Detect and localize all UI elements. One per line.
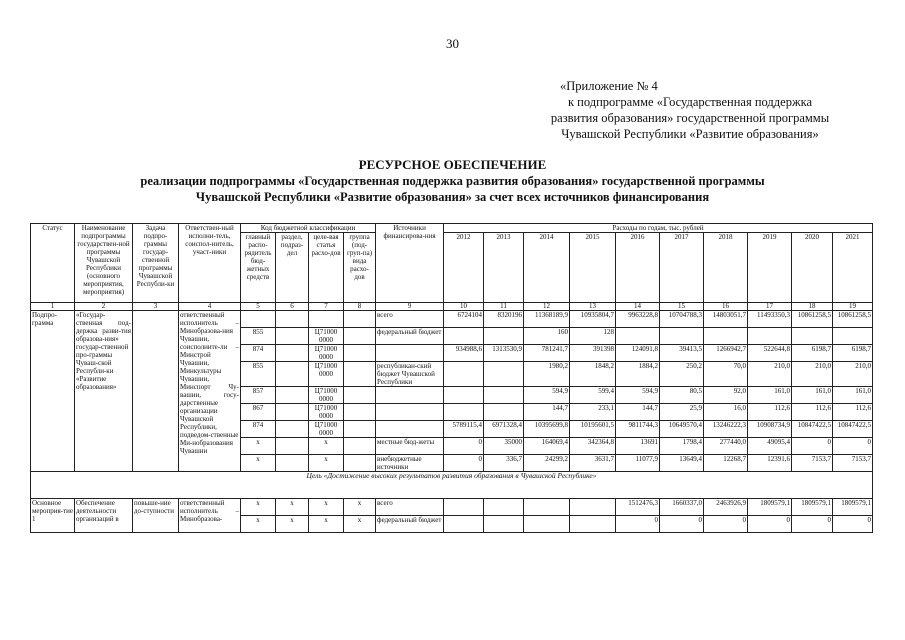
expense-value: 1313530,9	[484, 345, 524, 362]
expense-value: 144,7	[616, 404, 660, 421]
header-year: 2019	[748, 233, 792, 303]
column-number: 11	[484, 303, 524, 311]
expense-value	[484, 499, 524, 516]
column-number: 14	[616, 303, 660, 311]
expense-value: 9963228,8	[616, 311, 660, 328]
column-number: 10	[444, 303, 484, 311]
expense-value: 522644,8	[748, 345, 792, 362]
expense-value: 12391,6	[748, 455, 792, 472]
subprogram-name: «Государ-ственная под-держка разви-тия образова-ния» государ-ственной про-граммы Чуваш-ской Республи-ки «Развитие образования»	[75, 311, 133, 472]
expense-value: 0	[616, 516, 660, 533]
header-expenses: Расходы по годам, тыс. рублей	[444, 224, 873, 233]
appendix-line-2: к подпрограмме «Государственная поддержка	[567, 95, 813, 109]
budget-code-section	[276, 421, 309, 438]
expense-value	[484, 387, 524, 404]
header-task: Задача подпро-граммы государ-ственной программы Чувашской Республи-ки	[133, 224, 179, 303]
title-line-1: РЕСУРСНОЕ ОБЕСПЕЧЕНИЕ	[358, 157, 547, 172]
expense-value: 7153,7	[792, 455, 833, 472]
subprogram-status: Подпро-грамма	[31, 311, 75, 472]
expense-value: 210,0	[748, 362, 792, 387]
expense-value: 161,0	[792, 387, 833, 404]
budget-code-group	[344, 438, 376, 455]
expense-value: 10195601,5	[570, 421, 616, 438]
budget-code-group	[344, 421, 376, 438]
expense-value: 12268,7	[704, 455, 748, 472]
expense-value	[444, 404, 484, 421]
expense-value: 10395699,8	[524, 421, 570, 438]
header-year: 2014	[524, 233, 570, 303]
budget-code-target: x	[309, 516, 344, 533]
expense-value: 10847422,5	[792, 421, 833, 438]
resource-table	[30, 223, 873, 533]
header-target-article: целе-вая статья расхо-дов	[309, 233, 344, 303]
budget-code-section	[276, 311, 309, 328]
budget-code-main: x	[241, 499, 276, 516]
expense-value: 2463926,9	[704, 499, 748, 516]
header-budget-code: Код бюджетной классификации	[241, 224, 376, 233]
expense-value: 934988,6	[444, 345, 484, 362]
expense-value: 161,0	[833, 387, 873, 404]
expense-value	[484, 516, 524, 533]
expense-value: 1809579,1	[748, 499, 792, 516]
expense-value: 9811744,3	[616, 421, 660, 438]
expense-value: 1512476,3	[616, 499, 660, 516]
budget-code-group	[344, 387, 376, 404]
expense-value: 0	[444, 438, 484, 455]
budget-code-target: Ц71000 0000	[309, 345, 344, 362]
column-number: 5	[241, 303, 276, 311]
expense-value	[444, 516, 484, 533]
header-expense-group: группа (под-груп-па) вида расхо-дов	[344, 233, 376, 303]
expense-value: 1660337,0	[660, 499, 704, 516]
budget-code-group	[344, 311, 376, 328]
expense-value: 49095,4	[748, 438, 792, 455]
expense-value: 1266942,7	[704, 345, 748, 362]
appendix-line-3: развития образования» государственной программы	[550, 111, 830, 125]
expense-value: 161,0	[748, 387, 792, 404]
column-number: 12	[524, 303, 570, 311]
budget-code-group	[344, 345, 376, 362]
expense-value	[833, 328, 873, 345]
expense-value: 80,5	[660, 387, 704, 404]
appendix-line-4: Чувашской Республики «Развитие образования»	[561, 127, 819, 141]
funding-source: федеральный бюджет	[376, 328, 444, 345]
expense-value	[616, 328, 660, 345]
budget-code-target: x	[309, 499, 344, 516]
expense-value: 35000	[484, 438, 524, 455]
expense-value: 0	[833, 516, 873, 533]
funding-source	[376, 345, 444, 362]
subprogram-task	[133, 311, 179, 472]
funding-source: федеральный бюджет	[376, 516, 444, 533]
header-executor: Ответствен-ный исполни-тель, соиспол-нитель, участ-ники	[179, 224, 241, 303]
budget-code-group	[344, 455, 376, 472]
main-activity-row	[31, 499, 873, 516]
header-name: Наименование подпрограммы государствен-ной программы Чувашской Республики (основного мероприятия, мероприятия)	[75, 224, 133, 303]
expense-value	[748, 328, 792, 345]
expense-value	[524, 499, 570, 516]
expense-value: 10649570,4	[660, 421, 704, 438]
budget-code-main	[241, 311, 276, 328]
expense-value: 0	[833, 438, 873, 455]
expense-value: 92,0	[704, 387, 748, 404]
expense-value: 210,0	[792, 362, 833, 387]
budget-code-section	[276, 328, 309, 345]
budget-code-main: 867	[241, 404, 276, 421]
expense-value: 594,9	[524, 387, 570, 404]
expense-value: 7153,7	[833, 455, 873, 472]
column-number: 13	[570, 303, 616, 311]
expense-value	[444, 362, 484, 387]
expense-value: 210,0	[833, 362, 873, 387]
expense-value: 160	[524, 328, 570, 345]
column-number: 19	[833, 303, 873, 311]
budget-code-target: Ц71000 0000	[309, 328, 344, 345]
budget-code-main: 855	[241, 328, 276, 345]
document-title	[0, 156, 905, 205]
expense-value: 10861258,5	[833, 311, 873, 328]
main-activity-status: Основное мероприя-тие 1	[31, 499, 75, 533]
expense-value: 25,9	[660, 404, 704, 421]
budget-code-target: Ц71000 0000	[309, 387, 344, 404]
expense-value: 11493350,3	[748, 311, 792, 328]
column-number: 18	[792, 303, 833, 311]
column-number: 6	[276, 303, 309, 311]
expense-value: 336,7	[484, 455, 524, 472]
budget-code-main: 874	[241, 421, 276, 438]
subprogram-executor: ответственный исполнитель – Минобразова-ния Чувашии, соисполните-ли – Минстрой Чувашии, Минкультуры Чувашии, Минспорт Чу-вашии, госу-дарственные организации Чувашской Республики, подведом-ственные Ми-нобразования Чувашии	[179, 311, 241, 472]
expense-value: 112,6	[833, 404, 873, 421]
expense-value: 13691	[616, 438, 660, 455]
header-main-manager: главный распо-рядитель бюд-жетных средств	[241, 233, 276, 303]
expense-value: 128	[570, 328, 616, 345]
header-status: Статус	[31, 224, 75, 303]
expense-value	[484, 404, 524, 421]
expense-value: 277440,0	[704, 438, 748, 455]
expense-value: 0	[704, 516, 748, 533]
expense-value: 250,2	[660, 362, 704, 387]
expense-value: 5789115,4	[444, 421, 484, 438]
header-year: 2013	[484, 233, 524, 303]
funding-source	[376, 387, 444, 404]
column-number: 1	[31, 303, 75, 311]
expense-value: 10935804,7	[570, 311, 616, 328]
budget-code-main: 857	[241, 387, 276, 404]
expense-value: 0	[444, 455, 484, 472]
expense-value	[792, 328, 833, 345]
funding-source	[376, 404, 444, 421]
expense-value: 24299,2	[524, 455, 570, 472]
expense-value	[660, 328, 704, 345]
expense-value: 0	[748, 516, 792, 533]
budget-code-target	[309, 311, 344, 328]
column-number: 3	[133, 303, 179, 311]
column-number: 4	[179, 303, 241, 311]
column-number: 15	[660, 303, 704, 311]
budget-code-group: x	[344, 499, 376, 516]
expense-value: 342364,8	[570, 438, 616, 455]
expense-value: 781241,7	[524, 345, 570, 362]
expense-value: 233,1	[570, 404, 616, 421]
expense-value: 599,4	[570, 387, 616, 404]
expense-value	[444, 387, 484, 404]
expense-value: 112,6	[792, 404, 833, 421]
expense-value: 1884,2	[616, 362, 660, 387]
expense-value: 6724104	[444, 311, 484, 328]
budget-code-main: x	[241, 455, 276, 472]
budget-code-group: x	[344, 516, 376, 533]
header-section: раздел, подраз-дел	[276, 233, 309, 303]
main-activity-task: повыше-ние до-ступности	[133, 499, 179, 533]
budget-code-section	[276, 387, 309, 404]
budget-code-target: Ц71000 0000	[309, 362, 344, 387]
column-number-row	[31, 303, 873, 311]
expense-value: 11077,9	[616, 455, 660, 472]
header-year: 2015	[570, 233, 616, 303]
expense-value	[484, 362, 524, 387]
expense-value: 164069,4	[524, 438, 570, 455]
expense-value: 0	[660, 516, 704, 533]
expense-value	[484, 328, 524, 345]
budget-code-target: x	[309, 438, 344, 455]
budget-code-section	[276, 455, 309, 472]
expense-value: 144,7	[524, 404, 570, 421]
expense-value	[444, 499, 484, 516]
column-number: 17	[748, 303, 792, 311]
budget-code-target: Ц71000 0000	[309, 404, 344, 421]
expense-value	[444, 328, 484, 345]
expense-value: 10908734,9	[748, 421, 792, 438]
header-year: 2020	[792, 233, 833, 303]
column-number: 16	[704, 303, 748, 311]
budget-code-main: x	[241, 516, 276, 533]
expense-value: 1798,4	[660, 438, 704, 455]
column-number: 9	[376, 303, 444, 311]
title-line-3: Чувашской Республики «Развитие образования» за счет всех источников финансирования	[195, 190, 710, 204]
page-number: 30	[446, 36, 459, 51]
expense-value	[704, 328, 748, 345]
expense-value: 6198,7	[833, 345, 873, 362]
header-sources: Источники финансирова-ния	[376, 224, 444, 303]
funding-source: местные бюд-жеты	[376, 438, 444, 455]
main-activity-executor: ответственный исполнитель – Минобразова-	[179, 499, 241, 533]
expense-value: 10704788,3	[660, 311, 704, 328]
expense-value: 6971328,4	[484, 421, 524, 438]
expense-value: 112,6	[748, 404, 792, 421]
expense-value: 6198,7	[792, 345, 833, 362]
expense-value: 8320196	[484, 311, 524, 328]
title-line-2: реализации подпрограммы «Государственная поддержка развития образования» государственной программы	[140, 174, 765, 188]
expense-value: 70,0	[704, 362, 748, 387]
appendix-note	[500, 78, 880, 142]
expense-value: 1980,2	[524, 362, 570, 387]
header-year: 2018	[704, 233, 748, 303]
expense-value: 14803051,7	[704, 311, 748, 328]
expense-value	[524, 516, 570, 533]
expense-value: 0	[792, 516, 833, 533]
expense-value: 1809579,1	[833, 499, 873, 516]
expense-value: 391398	[570, 345, 616, 362]
header-year: 2012	[444, 233, 484, 303]
budget-code-section	[276, 404, 309, 421]
budget-code-section	[276, 438, 309, 455]
expense-value: 10861258,5	[792, 311, 833, 328]
expense-value: 16,0	[704, 404, 748, 421]
budget-code-section: x	[276, 499, 309, 516]
funding-source: всего	[376, 499, 444, 516]
funding-source: всего	[376, 311, 444, 328]
budget-code-target: x	[309, 455, 344, 472]
expense-value: 594,9	[616, 387, 660, 404]
expense-value: 1809579,1	[792, 499, 833, 516]
header-year: 2016	[616, 233, 660, 303]
funding-source	[376, 421, 444, 438]
budget-code-section	[276, 345, 309, 362]
expense-value: 13649,4	[660, 455, 704, 472]
column-number: 2	[75, 303, 133, 311]
expense-value: 3631,7	[570, 455, 616, 472]
funding-source: республикан-ский бюджет Чувашской Республики	[376, 362, 444, 387]
subprogram-row	[31, 311, 873, 328]
budget-code-section: x	[276, 516, 309, 533]
budget-code-main: x	[241, 438, 276, 455]
expense-value: 0	[792, 438, 833, 455]
main-activity-name: Обеспечение деятельности организаций в	[75, 499, 133, 533]
column-number: 7	[309, 303, 344, 311]
expense-value: 10847422,5	[833, 421, 873, 438]
goal-row: Цель «Достижение высоких результатов развития образования в Чувашской Республике»	[31, 472, 873, 499]
budget-code-main: 855	[241, 362, 276, 387]
budget-code-target: Ц71000 0000	[309, 421, 344, 438]
subprogram-block	[31, 311, 873, 472]
budget-code-group	[344, 362, 376, 387]
budget-code-group	[344, 328, 376, 345]
expense-value: 11368189,9	[524, 311, 570, 328]
budget-code-section	[276, 362, 309, 387]
expense-value: 124091,8	[616, 345, 660, 362]
expense-value	[570, 516, 616, 533]
column-number: 8	[344, 303, 376, 311]
expense-value: 39413,5	[660, 345, 704, 362]
header-year: 2017	[660, 233, 704, 303]
appendix-line-1: «Приложение № 4	[560, 79, 658, 93]
expense-value: 13246222,3	[704, 421, 748, 438]
main-activity-block	[31, 499, 873, 533]
header-year: 2021	[833, 233, 873, 303]
funding-source: внебюджетные источники	[376, 455, 444, 472]
budget-code-main: 874	[241, 345, 276, 362]
expense-value	[570, 499, 616, 516]
expense-value: 1848,2	[570, 362, 616, 387]
budget-code-group	[344, 404, 376, 421]
